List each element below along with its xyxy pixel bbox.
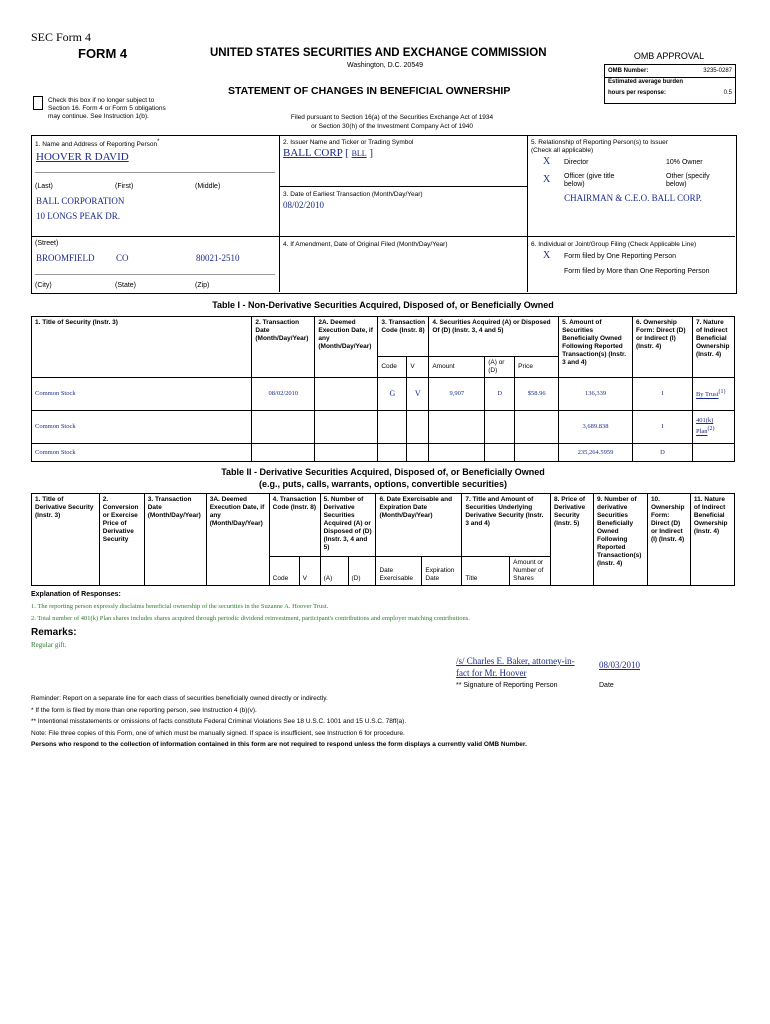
officer-label: Officer (give title below) (564, 173, 615, 188)
t2-h-owned: 9. Number of derivative Securities Beneficially Owned Following Reported Transaction(s) (Instr. 4) (593, 494, 647, 586)
t2-h-nature: 11. Nature of Indirect Beneficial Ownership (Instr. 4) (690, 494, 734, 586)
t2-h-deemed: 3A. Deemed Execution Date, if any (Month/Day/Year) (206, 494, 269, 586)
t1-r0-date: 08/02/2010 (252, 378, 315, 411)
t1-r1-nature: 401(k) Plan$^{(2)}$ (692, 411, 734, 444)
other-label: Other (specify below) (666, 173, 710, 188)
city-value: BROOMFIELD (36, 253, 95, 263)
footer-note-double-star: ** Intentional misstatements or omissions of facts constitute Federal Criminal Violations See 18 U.S.C. 1001 and 15 U.S.C. 78ff(a). (31, 718, 407, 725)
filed-line-2: or Section 30(h) of the Investment Company Act of 1940 (311, 123, 473, 130)
agency-title: UNITED STATES SECURITIES AND EXCHANGE COMMISSION (210, 47, 547, 59)
t2-h-title: 1. Title of Derivative Security (Instr. 3) (32, 494, 100, 586)
ten-pct-owner-label: 10% Owner (666, 159, 703, 166)
omb-hours-label: hours per response: (608, 90, 667, 96)
t2-sub-d: (D) (348, 557, 376, 586)
t1-r0-price: $58.96 (515, 378, 559, 411)
omb-box (604, 64, 736, 104)
footer-omb-note: Persons who respond to the collection of information contained in this form are not required to respond unless the form displays a currently valid OMB Number. (31, 741, 527, 748)
t1-r0-v: V (407, 378, 429, 411)
t2-h-conversion: 2. Conversion or Exercise Price of Derivative Security (99, 494, 144, 586)
t1-sub-v: V (407, 357, 429, 378)
state-value: CO (116, 253, 129, 263)
table2 (31, 493, 735, 586)
date-label: Date (599, 682, 614, 689)
t1-r2-nature (692, 444, 734, 462)
t1-sub-aord: (A) or (D) (485, 357, 515, 378)
issuer-label: 2. Issuer Name and Ticker or Trading Symbol (283, 139, 414, 146)
reporting-person-name[interactable]: HOOVER R DAVID (36, 151, 129, 163)
relationship-label: 5. Relationship of Reporting Person(s) to Issuer (Check all applicable) (531, 139, 668, 154)
t1-r2-deemed (315, 444, 378, 462)
t2-h-code: 4. Transaction Code (Instr. 8) (269, 494, 320, 557)
t1-r0-deemed (315, 378, 378, 411)
signature: /s/ Charles E. Baker, attorney-in-fact for Mr. Hoover (456, 656, 575, 678)
t1-r0-amount: 9,907 (429, 378, 485, 411)
t1-r1-owned: 3,689.838 (559, 411, 633, 444)
omb-hours-value: 0.5 (723, 90, 732, 96)
t1-r2-date (252, 444, 315, 462)
reporting-person-label: 1. Name and Address of Reporting Person* (35, 139, 160, 149)
t1-r2-aord (485, 444, 515, 462)
t1-r0-title: Common Stock (32, 378, 252, 411)
filing-one-label: Form filed by One Reporting Person (564, 253, 677, 260)
footnote-2: 2. Total number of 401(k) Plan shares includes shares acquired through periodic dividend reinvestment, participant's contributions and employer matching contributions. (31, 615, 470, 622)
footer-notes (31, 693, 735, 751)
t1-sub-price: Price (515, 357, 559, 378)
t2-sub-v: V (299, 557, 320, 586)
t1-r1-form: I (633, 411, 693, 444)
street-line-2: 10 LONGS PEAK DR. (36, 211, 121, 221)
t2-h-number: 5. Number of Derivative Securities Acquired (A) or Disposed of (D) (Instr. 3, 4 and 5) (320, 494, 376, 557)
earliest-transaction-label: 3. Date of Earliest Transaction (Month/Day/Year) (283, 191, 423, 198)
checkbox-note: Check this box if no longer subject to Section 16. Form 4 or Form 5 obligations may continue. See Instruction 1(b). (48, 97, 166, 120)
t2-h-exercisable: 6. Date Exercisable and Expiration Date (Month/Day/Year) (376, 494, 462, 557)
officer-title: CHAIRMAN & C.E.O. BALL CORP. (564, 193, 702, 203)
statement-title: STATEMENT OF CHANGES IN BENEFICIAL OWNERSHIP (228, 85, 511, 97)
t1-r1-date (252, 411, 315, 444)
last-label: (Last) (35, 183, 53, 190)
filing-label: 6. Individual or Joint/Group Filing (Check Applicable Line) (531, 241, 697, 248)
earliest-transaction-date: 08/02/2010 (283, 200, 325, 210)
zip-value: 80021-2510 (196, 253, 240, 263)
t1-r2-code (378, 444, 407, 462)
amendment-label: 4. If Amendment, Date of Original Filed (Month/Day/Year) (283, 241, 448, 248)
officer-check[interactable]: X (543, 174, 551, 185)
t1-r1-price (515, 411, 559, 444)
t2-sub-title: Title (462, 557, 510, 586)
director-check[interactable]: X (543, 156, 551, 167)
t1-r0-form: I (633, 378, 693, 411)
omb-burden-label: Estimated average burden (608, 79, 684, 85)
t2-sub-date-ex: Date Exercisable (376, 557, 422, 586)
t1-r1-aord (485, 411, 515, 444)
street-line-1: BALL CORPORATION (36, 196, 125, 206)
t1-r0-owned: 136,339 (559, 378, 633, 411)
t1-r1-deemed (315, 411, 378, 444)
table2-title: Table II - Derivative Securities Acquired, Disposed of, or Beneficially Owned (e.g., puts, calls, warrants, options, convertible securities) (221, 467, 545, 489)
t1-h-form: 6. Ownership Form: Direct (D) or Indirect (I) (Instr. 4) (633, 317, 693, 378)
omb-number-value: 3235-0287 (703, 68, 732, 74)
one-person-check[interactable]: X (543, 250, 551, 261)
t2-sub-amount: Amount or Number of Shares (510, 557, 551, 586)
omb-approval-title: OMB APPROVAL (633, 51, 705, 61)
t1-h-nature: 7. Nature of Indirect Beneficial Ownership (Instr. 4) (692, 317, 734, 378)
t1-r2-amount (429, 444, 485, 462)
omb-number-label: OMB Number: (608, 68, 649, 74)
director-label: Director (564, 159, 589, 166)
t1-r1-v (407, 411, 429, 444)
t1-h-title: 1. Title of Security (Instr. 3) (32, 317, 252, 378)
form-number: FORM 4 (78, 46, 128, 61)
t2-h-underlying: 7. Title and Amount of Securities Underlying Derivative Security (Instr. 3 and 4) (462, 494, 551, 557)
table1 (31, 316, 735, 462)
zip-label: (Zip) (195, 282, 210, 289)
issuer-name: BALL CORP [ BLL ] (283, 147, 374, 159)
t1-r0-nature: By Trust$^{(1)}$ (692, 378, 734, 411)
t1-sub-code: Code (378, 357, 407, 378)
section16-checkbox[interactable] (33, 96, 43, 110)
footnote-1: 1. The reporting person expressly disclaims beneficial ownership of the securities in the Suzanne A. Hoover Trust. (31, 603, 329, 610)
remarks-label: Remarks: (31, 627, 77, 638)
t2-h-form: 10. Ownership Form: Direct (D) or Indirect (I) (Instr. 4) (647, 494, 690, 586)
t1-sub-amount: Amount (429, 357, 485, 378)
t1-h-owned: 5. Amount of Securities Beneficially Owned Following Reported Transaction(s) (Instr. 3 and 4) (559, 317, 633, 378)
t1-r2-owned: 235,264.5959 (559, 444, 633, 462)
t1-r1-code (378, 411, 407, 444)
middle-label: (Middle) (195, 183, 221, 190)
t1-h-deemed: 2A. Deemed Execution Date, if any (Month/Day/Year) (315, 317, 378, 378)
remarks-text: Regular gift. (31, 641, 67, 649)
street-label: (Street) (35, 240, 59, 247)
t2-h-price: 8. Price of Derivative Security (Instr. 5) (551, 494, 594, 586)
t1-r1-title: Common Stock (32, 411, 252, 444)
table-row (32, 378, 735, 411)
t1-r1-amount (429, 411, 485, 444)
t1-h-code: 3. Transaction Code (Instr. 8) (378, 317, 429, 357)
agency-location: Washington, D.C. 20549 (347, 62, 424, 69)
explanation-label: Explanation of Responses: (31, 591, 121, 598)
signature-label: ** Signature of Reporting Person (456, 682, 558, 689)
table1-title: Table I - Non-Derivative Securities Acquired, Disposed of, or Beneficially Owned (212, 300, 554, 310)
city-label: (City) (35, 282, 52, 289)
sec-form-label: SEC Form 4 (31, 30, 92, 44)
t1-h-date: 2. Transaction Date (Month/Day/Year) (252, 317, 315, 378)
t1-r2-v (407, 444, 429, 462)
table-row (32, 444, 735, 462)
t1-r0-code: G (378, 378, 407, 411)
first-label: (First) (115, 183, 134, 190)
t2-sub-a: (A) (320, 557, 348, 586)
signature-date: 08/03/2010 (599, 660, 641, 670)
t1-r2-title: Common Stock (32, 444, 252, 462)
state-label: (State) (115, 282, 137, 289)
t1-r2-price (515, 444, 559, 462)
filed-pursuant (272, 113, 512, 131)
footer-reminder: Reminder: Report on a separate line for each class of securities beneficially owned directly or indirectly. (31, 695, 328, 702)
t1-r2-form: D (633, 444, 693, 462)
t1-h-securities: 4. Securities Acquired (A) or Disposed Of (D) (Instr. 3, 4 and 5) (429, 317, 559, 357)
filing-more-label: Form filed by More than One Reporting Person (564, 268, 710, 275)
t2-sub-exp: Expiration Date (422, 557, 462, 586)
t1-r0-aord: D (485, 378, 515, 411)
footer-note-copies: Note: File three copies of this Form, one of which must be manually signed. If space is insufficient, see Instruction 6 for procedure. (31, 729, 405, 737)
table-row (32, 411, 735, 444)
t2-h-date: 3. Transaction Date (Month/Day/Year) (144, 494, 206, 586)
footer-note-star: * If the form is filed by more than one reporting person, see Instruction 4 (b)(v). (31, 706, 257, 714)
filed-line-1: Filed pursuant to Section 16(a) of the Securities Exchange Act of 1934 (290, 114, 494, 121)
t2-sub-code: Code (269, 557, 299, 586)
